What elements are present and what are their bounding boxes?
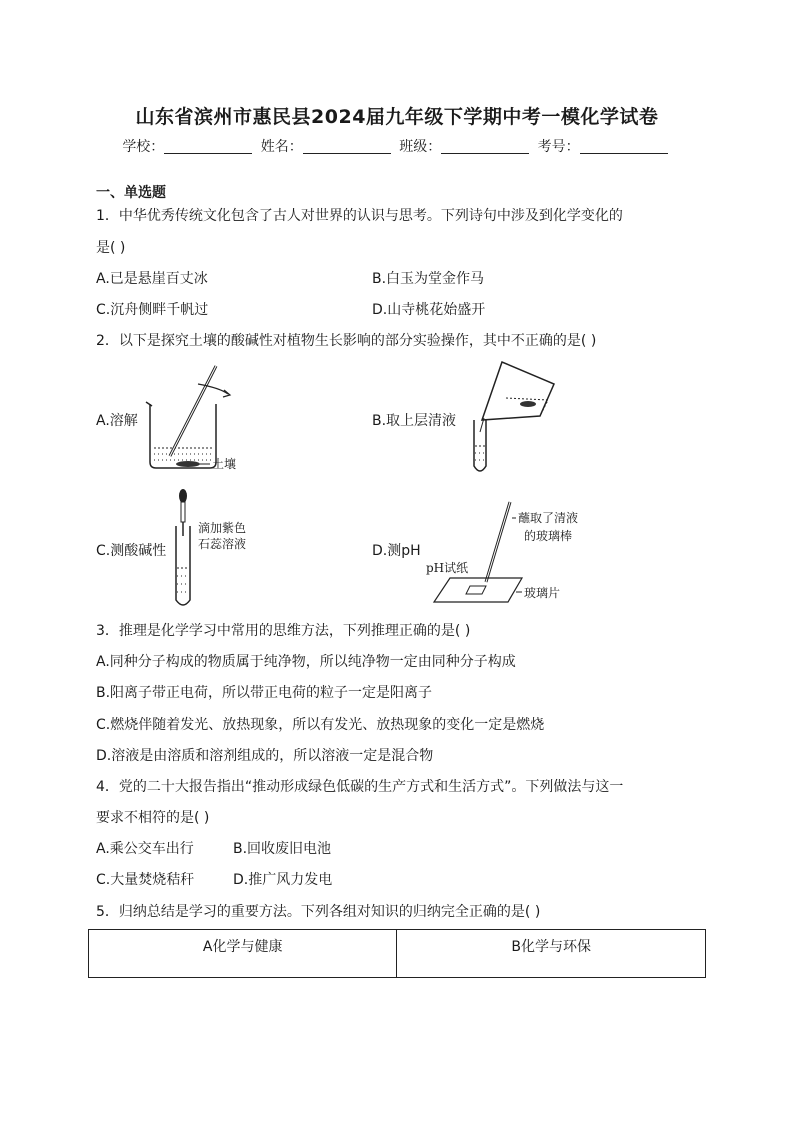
- section-heading: 一、单选题: [96, 185, 166, 201]
- ph-paper-diagram: [426, 494, 606, 609]
- dipped-rod-label-1: 蘸取了清液: [518, 511, 579, 525]
- q3-option-b[interactable]: B.阳离子带正电荷，所以带正电荷的粒子一定是阳离子: [96, 685, 433, 701]
- q2-option-a[interactable]: A.溶解: [96, 413, 138, 429]
- name-label: 姓名：: [260, 139, 303, 155]
- q1-stem-line2: 是( ): [96, 240, 126, 256]
- school-blank[interactable]: [164, 139, 252, 154]
- q4-option-a[interactable]: A.乘公交车出行: [96, 841, 194, 857]
- name-blank[interactable]: [303, 139, 391, 154]
- litmus-label-2: 石蕊溶液: [198, 537, 247, 551]
- q1-option-d[interactable]: D.山寺桃花始盛开: [372, 302, 486, 318]
- litmus-label-1: 滴加紫色: [198, 521, 247, 535]
- beaker-dissolving-diagram: [140, 362, 250, 477]
- dipped-rod-label-2: 的玻璃棒: [524, 529, 573, 543]
- q4-stem-line2: 要求不相符的是( ): [96, 810, 210, 826]
- q5-header-a: A化学与健康: [89, 930, 397, 978]
- class-label: 班级：: [399, 139, 442, 155]
- pouring-liquid-diagram: [466, 358, 566, 478]
- number-label: 考号：: [537, 139, 580, 155]
- q4-option-d[interactable]: D.推广风力发电: [233, 872, 333, 888]
- q2-option-c[interactable]: C.测酸碱性: [96, 543, 167, 559]
- q3-option-c[interactable]: C.燃烧伴随着发光、放热现象，所以有发光、放热现象的变化一定是燃烧: [96, 717, 545, 733]
- q2-stem: 2．以下是探究土壤的酸碱性对植物生长影响的部分实验操作，其中不正确的是( ): [96, 333, 597, 349]
- q4-option-c[interactable]: C.大量焚烧秸秆: [96, 872, 195, 888]
- class-blank[interactable]: [441, 139, 529, 154]
- q3-option-a[interactable]: A.同种分子构成的物质属于纯净物，所以纯净物一定由同种分子构成: [96, 654, 516, 670]
- student-info-row: [0, 136, 794, 156]
- q4-option-b[interactable]: B.回收废旧电池: [233, 841, 332, 857]
- q2-option-b[interactable]: B.取上层清液: [372, 413, 457, 429]
- table-row: [89, 930, 706, 978]
- q1-option-b[interactable]: B.白玉为堂金作马: [372, 271, 485, 287]
- q4-stem-line1: 4．党的二十大报告指出“推动形成绿色低碳的生产方式和生活方式”。下列做法与这一: [96, 779, 624, 795]
- soil-label: 土壤: [212, 457, 237, 471]
- q5-table: [88, 929, 706, 978]
- glass-plate-label: 玻璃片: [524, 586, 561, 600]
- exam-title: 山东省滨州市惠民县2024届九年级下学期中考一模化学试卷: [135, 106, 659, 128]
- q1-stem-line1: 1．中华优秀传统文化包含了古人对世界的认识与思考。下列诗句中涉及到化学变化的: [96, 208, 623, 224]
- q1-option-a[interactable]: A.已是悬崖百丈冰: [96, 271, 208, 287]
- school-label: 学校：: [122, 139, 165, 155]
- ph-paper-label: pH试纸: [426, 561, 469, 575]
- q1-option-c[interactable]: C.沉舟侧畔千帆过: [96, 302, 209, 318]
- dropper-test-tube-diagram: [170, 486, 280, 611]
- q2-option-d[interactable]: D.测pH: [372, 543, 421, 559]
- number-blank[interactable]: [580, 139, 668, 154]
- q5-header-b: B化学与环保: [397, 930, 706, 978]
- q3-option-d[interactable]: D.溶液是由溶质和溶剂组成的，所以溶液一定是混合物: [96, 748, 434, 764]
- q5-stem: 5．归纳总结是学习的重要方法。下列各组对知识的归纳完全正确的是( ): [96, 904, 541, 920]
- q3-stem: 3．推理是化学学习中常用的思维方法，下列推理正确的是( ): [96, 623, 471, 639]
